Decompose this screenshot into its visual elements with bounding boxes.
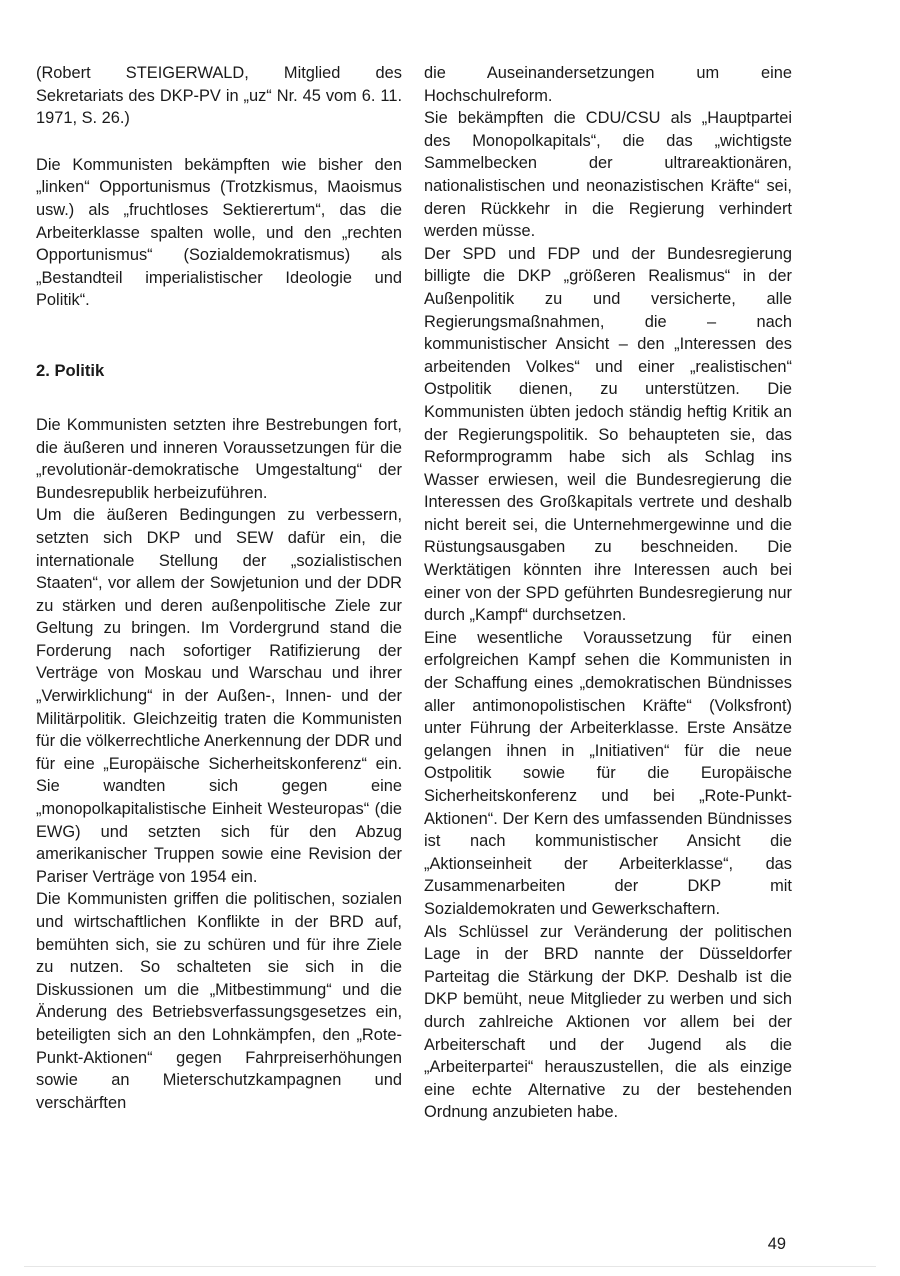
left-column <box>36 62 402 1114</box>
paragraph: Um die äußeren Bedingungen zu verbessern, setzten sich DKP und SEW dafür ein, die internationale Stellung der „sozialistischen Staaten“, vor allem der Sowjetunion und der DDR zu stärken und deren außenpolitische Ziele zur Geltung zu bringen. Im Vordergrund stand die Forderung nach sofortiger Ratifizierung der Verträge von Moskau und Warschau und ihrer „Verwirklichung“ in der Außen-, Innen- und der Militärpolitik. Gleichzeitig traten die Kommunisten für die völkerrechtliche Anerkennung der DDR und für eine „Europäische Sicherheitskonferenz“ ein. Sie wandten sich gegen eine „monopolkapitalistische Einheit Westeuropas“ (die EWG) und setzten sich für den Abzug amerikanischer Truppen sowie eine Revision der Pariser Verträge von 1954 ein. <box>36 506 402 886</box>
right-column <box>424 62 792 1124</box>
paragraph: Die Kommunisten bekämpften wie bisher den „linken“ Opportunismus (Trotzkismus, Maoismus usw.) als „fruchtloses Sektierertum“, das die Arbeiterklasse spalten wolle, und den „rechten Opportunismus“ (Sozialdemokratismus) als „Bestandteil imperialistischer Ideologie und Politik“. <box>36 155 402 310</box>
paragraph: Die Kommunisten griffen die politischen, sozialen und wirtschaftlichen Konflikte in der BRD auf, bemühten sich, sie zu schüren und für ihre Ziele zu nutzen. So schalteten sie sich in die Diskussionen um die „Mitbestimmung“ und die Änderung des Betriebsverfassungsgesetzes ein, beteiligten sich an den Lohnkämpfen, den „Rote-Punkt-Aktionen“ gegen Fahrpreiserhöhungen sowie an Mieterschutzkampagnen und verschärften <box>36 890 402 1112</box>
paragraph: Die Kommunisten setzten ihre Bestrebungen fort, die äußeren und inneren Voraussetzungen für die „revolutionär-demokratische Umgestaltung“ der Bundesrepublik herbeizuführen. <box>36 415 402 502</box>
paragraph: Sie bekämpften die CDU/CSU als „Hauptpartei des Monopolkapitals“, die das „wichtigste Sammelbecken der ultrareaktionären, nationalistischen und neonazistischen Kräfte“ sei, deren Rückkehr in die Regierung verhindert werden müsse. <box>424 109 792 241</box>
paragraph: Der SPD und FDP und der Bundesregierung billigte die DKP „größeren Realismus“ in der Außenpolitik zu und versicherte, alle Regierungsmaßnahmen, die – nach kommunistischer Ansicht – den „Interessen des arbeitenden Volkes“ und einer „realistischen“ Ostpolitik dienen, zu unterstützen. Die Kommunisten übten jedoch ständig heftig Kritik an der Regierungspolitik. So behaupteten sie, das Reformprogramm habe sich als Schlag ins Wasser erwiesen, weil die Bundesregierung die Interessen des Großkapitals vertrete und deshalb nicht bereit sei, die Unternehmergewinne und die Rüstungsausgaben zu beschneiden. Die Werktätigen könnten ihre Interessen auch bei einer von der SPD geführten Bundesregierung nur durch „Kampf“ durchsetzen. <box>424 244 792 625</box>
paragraph: Als Schlüssel zur Veränderung der politischen Lage in der BRD nannte der Düsseldorfer Parteitag die Stärkung der DKP. Deshalb ist die DKP bemüht, neue Mitglieder zu werben und sich durch zahlreiche Aktionen vor allem bei der Arbeiterschaft und der Jugend als die „Arbeiterpartei“ herauszustellen, die als einzige eine echte Alternative zu der bestehenden Ordnung anzubieten habe. <box>424 922 792 1122</box>
paragraph: die Auseinandersetzungen um eine Hochschulreform. <box>424 64 792 105</box>
page-number: 49 <box>767 1235 786 1253</box>
bottom-divider <box>24 1266 876 1267</box>
paragraph: Eine wesentliche Voraussetzung für einen erfolgreichen Kampf sehen die Kommunisten in der Schaffung eines „demokratischen Bündnisses aller antimonopolistischen Kräfte“ (Volksfront) unter Führung der Arbeiterklasse. Erste Ansätze gelangen ihnen in „Initiativen“ für die neue Ostpolitik sowie für die Europäische Sicherheitskonferenz und bei „Rote-Punkt-Aktionen“. Der Kern des umfassenden Bündnisses ist nach kommunistischer Ansicht die „Aktionseinheit der Arbeiterklasse“, das Zusammenarbeiten der DKP mit Sozialdemokraten und Gewerkschaftern. <box>424 628 792 918</box>
section-heading: 2. Politik <box>36 360 105 380</box>
citation: (Robert STEIGERWALD, Mitglied des Sekretariats des DKP-PV in „uz“ Nr. 45 vom 6. 11. 1971, S. 26.) <box>36 64 402 128</box>
